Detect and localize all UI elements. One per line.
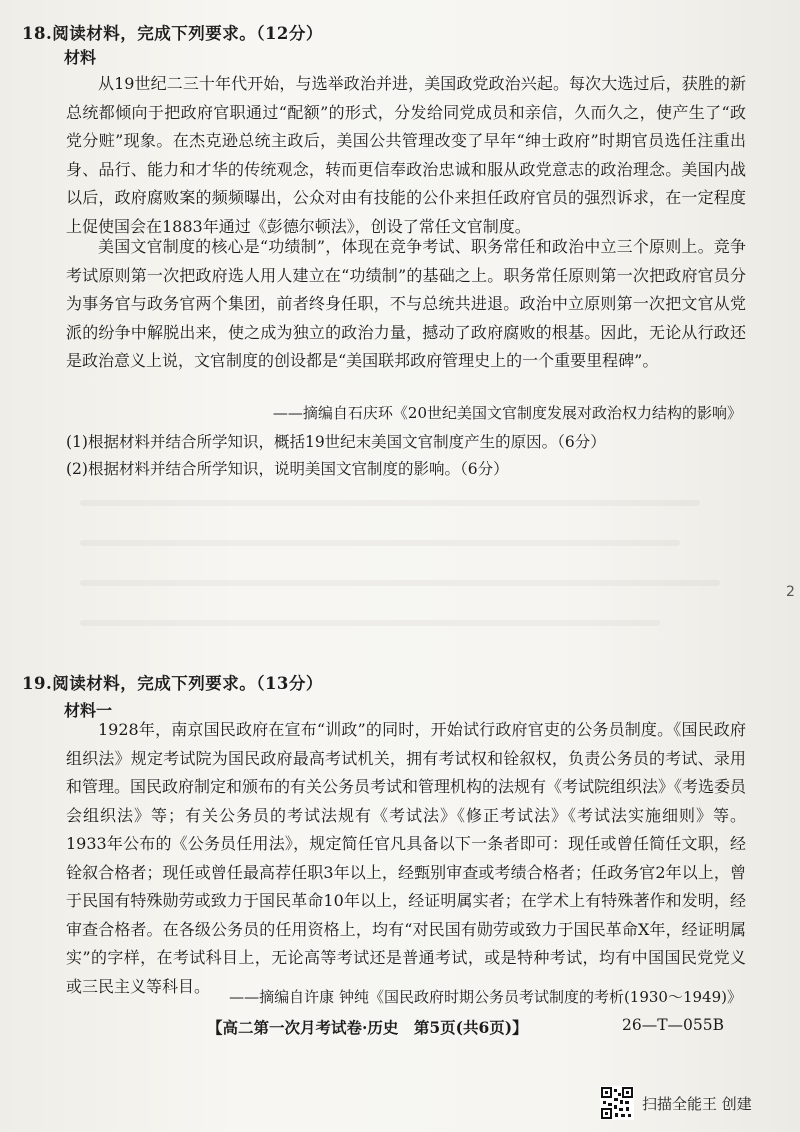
question-19-source: ——摘编自许康 钟纯《国民政府时期公务员考试制度的考析(1930～1949)》 bbox=[229, 988, 742, 1006]
question-18-task-1: (1)根据材料并结合所学知识，概括19世纪末美国文官制度产生的原因。（6分） bbox=[66, 433, 606, 451]
margin-page-mark: 2 bbox=[786, 584, 795, 600]
question-18-heading: 18.阅读材料，完成下列要求。（12分） bbox=[22, 24, 323, 43]
show-through-line bbox=[80, 500, 700, 506]
footer-title: 【高二第一次月考试卷·历史 第5页(共6页)】 bbox=[207, 1018, 528, 1037]
question-18-material-label: 材料 bbox=[64, 48, 97, 67]
question-19-heading: 19.阅读材料，完成下列要求。（13分） bbox=[22, 674, 323, 693]
show-through-line bbox=[80, 620, 660, 626]
question-19-paragraph: 1928年，南京国民政府在宣布“训政”的同时，开始试行政府官吏的公务员制度。《国民政府组织法》规定考试院为国民政府最高考试机关，拥有考试权和铨叙权，负责公务员的考试、录用和管理。国民政府制定和颁布的有关公务员考试和管理机构的法规有《考试院组织法》《考选委员会组织法》等；有关公务员的考试法规有《考试法》《修正考试法》《考试法实施细则》等。1933年公布的《公务员任用法》，规定简任官凡具备以下一条者即可：现任或曾任简任文职，经铨叙合格者；现任或曾任最高荐任职3年以上，经甄别审查或考绩合格者；任政务官2年以上，曾于民国有特殊勋劳或致力于国民革命10年以上，经证明属实者；在学术上有特殊著作和发明，经审查合格者。在各级公务员的任用资格上，均有“对民国有勋劳或致力于国民革命X年，经证明属实”的字样，在考试科目上，无论高等考试还是普通考试，或是特种考试，均有中国国民党党义或三民主义等科目。 bbox=[66, 720, 747, 996]
question-19-material-label: 材料一 bbox=[64, 701, 113, 720]
qr-code-icon bbox=[600, 1086, 634, 1120]
footer-code: 26—T—055B bbox=[622, 1016, 725, 1034]
question-18-paragraph-1: 从19世纪二三十年代开始，与选举政治并进，美国政党政治兴起。每次大选过后，获胜的新总统都倾向于把政府官职通过“配额”的形式，分发给同党成员和亲信，久而久之，使产生了“政党分赃”现象。在杰克逊总统主政后，美国公共管理改变了早年“绅士政府”时期官员选任注重出身、品行、能力和才华的传统观念，转而更信奉政治忠诚和服从政党意志的政治理念。美国内战以后，政府腐败案的频频曝出，公众对由有技能的公仆来担任政府官员的强烈诉求，在一定程度上促使国会在1883年通过《彭德尔顿法》，创设了常任文官制度。 bbox=[66, 74, 746, 236]
question-18-source: ——摘编自石庆环《20世纪美国文官制度发展对政治权力结构的影响》 bbox=[272, 404, 742, 422]
scanner-watermark-text: 扫描全能王 创建 bbox=[642, 1094, 752, 1113]
question-18-task-2: (2)根据材料并结合所学知识，说明美国文官制度的影响。（6分） bbox=[66, 460, 509, 478]
question-18-paragraph-2: 美国文官制度的核心是“功绩制”，体现在竞争考试、职务常任和政治中立三个原则上。竞争考试原则第一次把政府选人用人建立在“功绩制”的基础之上。职务常任原则第一次把政府官员分为事务官与政务官两个集团，前者终身任职，不与总统共进退。政治中立原则第一次把文官从党派的纷争中解脱出来，使之成为独立的政治力量，撼动了政府腐败的根基。因此，无论从行政还是政治意义上说，文官制度的创设都是“美国联邦政府管理史上的一个重要里程碑”。 bbox=[66, 237, 746, 370]
page-footer bbox=[0, 1016, 800, 1042]
show-through-line bbox=[80, 540, 680, 546]
scanner-watermark bbox=[600, 1086, 752, 1120]
show-through-line bbox=[80, 580, 720, 586]
